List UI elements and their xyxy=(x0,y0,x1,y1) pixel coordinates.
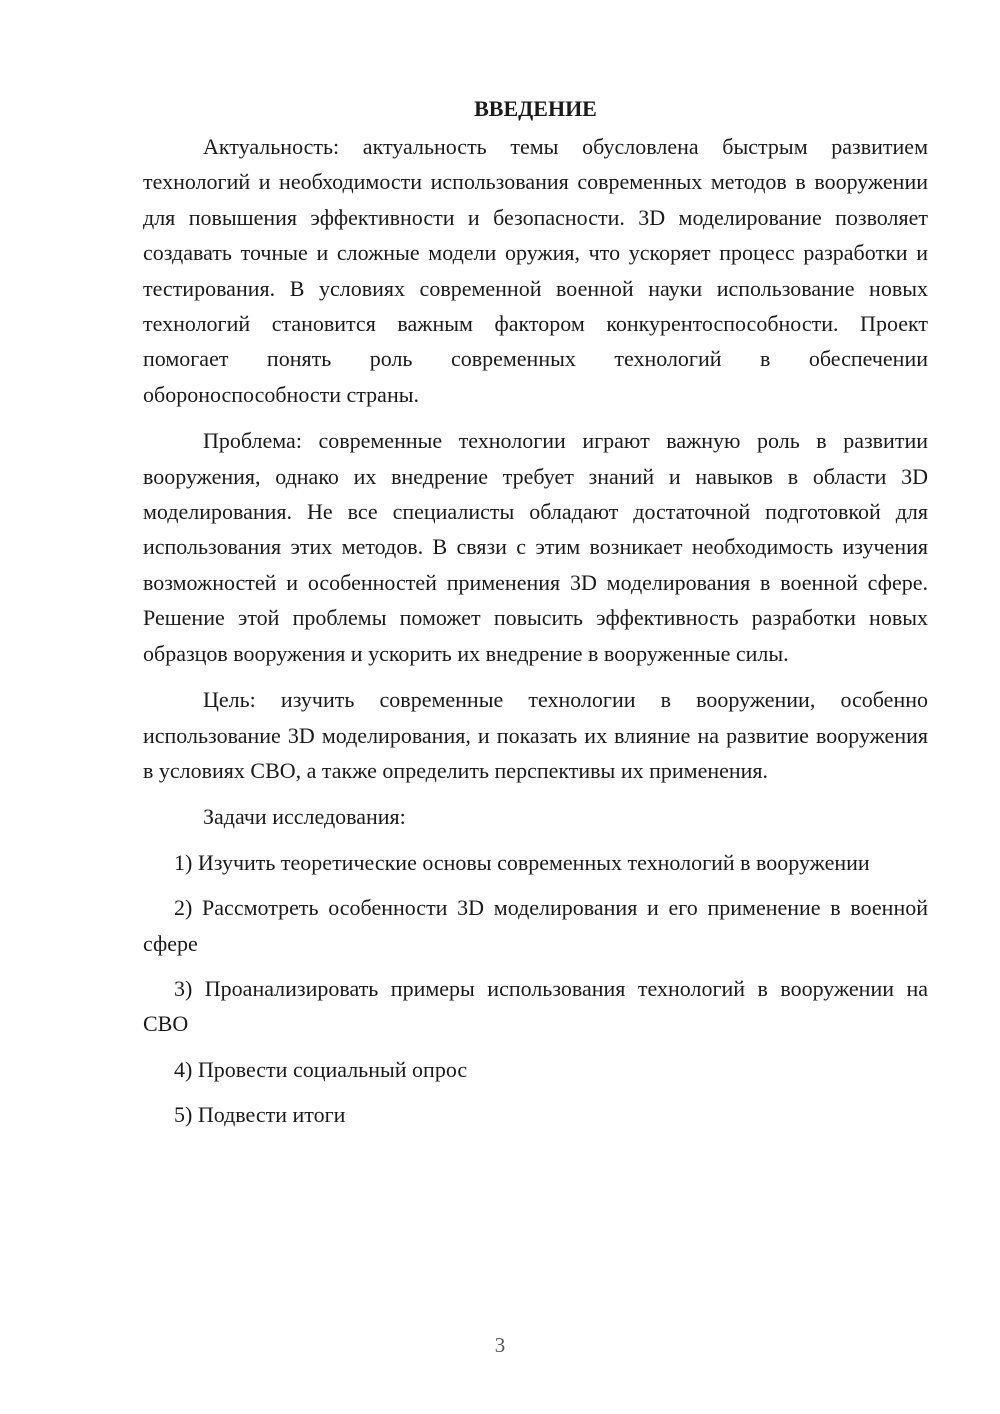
task-item-2: 2) Рассмотреть особенности 3D моделирования и его применение в военной сфере xyxy=(143,895,928,956)
document-page xyxy=(143,92,928,1143)
problem-paragraph: Проблема: современные технологии играют важную роль в развитии вооружения, однако их внедрение требует знаний и навыков в области 3D моделирования. Не все специалисты обладают достаточной подготовкой для использования этих методов. В связи с этим возникает необходимость изучения возможностей и особенностей применения 3D моделирования в военной сфере. Решение этой проблемы поможет повысить эффективность разработки новых образцов вооружения и ускорить их внедрение в вооруженные силы. xyxy=(143,428,928,666)
tasks-list xyxy=(143,845,928,1133)
task-item-5: 5) Подвести итоги xyxy=(174,1102,346,1128)
task-item-3: 3) Проанализировать примеры использования технологий в вооружении на СВО xyxy=(143,975,928,1037)
tasks-title: Задачи исследования: xyxy=(203,804,406,830)
task-item-1: 1) Изучить теоретические основы современных технологий в вооружении xyxy=(174,849,870,875)
task-item-4: 4) Провести социальный опрос xyxy=(174,1056,468,1082)
goal-paragraph: Цель: изучить современные технологии в вооружении, особенно использование 3D моделирования, и показать их влияние на развитие вооружения в условиях СВО, а также определить перспективы их применения. xyxy=(143,687,928,783)
page-number: 3 xyxy=(494,1333,506,1357)
section-heading: ВВЕДЕНИЕ xyxy=(474,96,597,121)
relevance-paragraph: Актуальность: актуальность темы обусловлена быстрым развитием технологий и необходимости использования современных методов в вооружении для повышения эффективности и безопасности. 3D моделирование позволяет создавать точные и сложные модели оружия, что ускоряет процесс разработки и тестирования. В условиях современной военной науки использование новых технологий становится важным фактором конкурентоспособности. Проект помогает понять роль современных технологий в обеспечении обороноспособности страны. xyxy=(143,134,928,407)
